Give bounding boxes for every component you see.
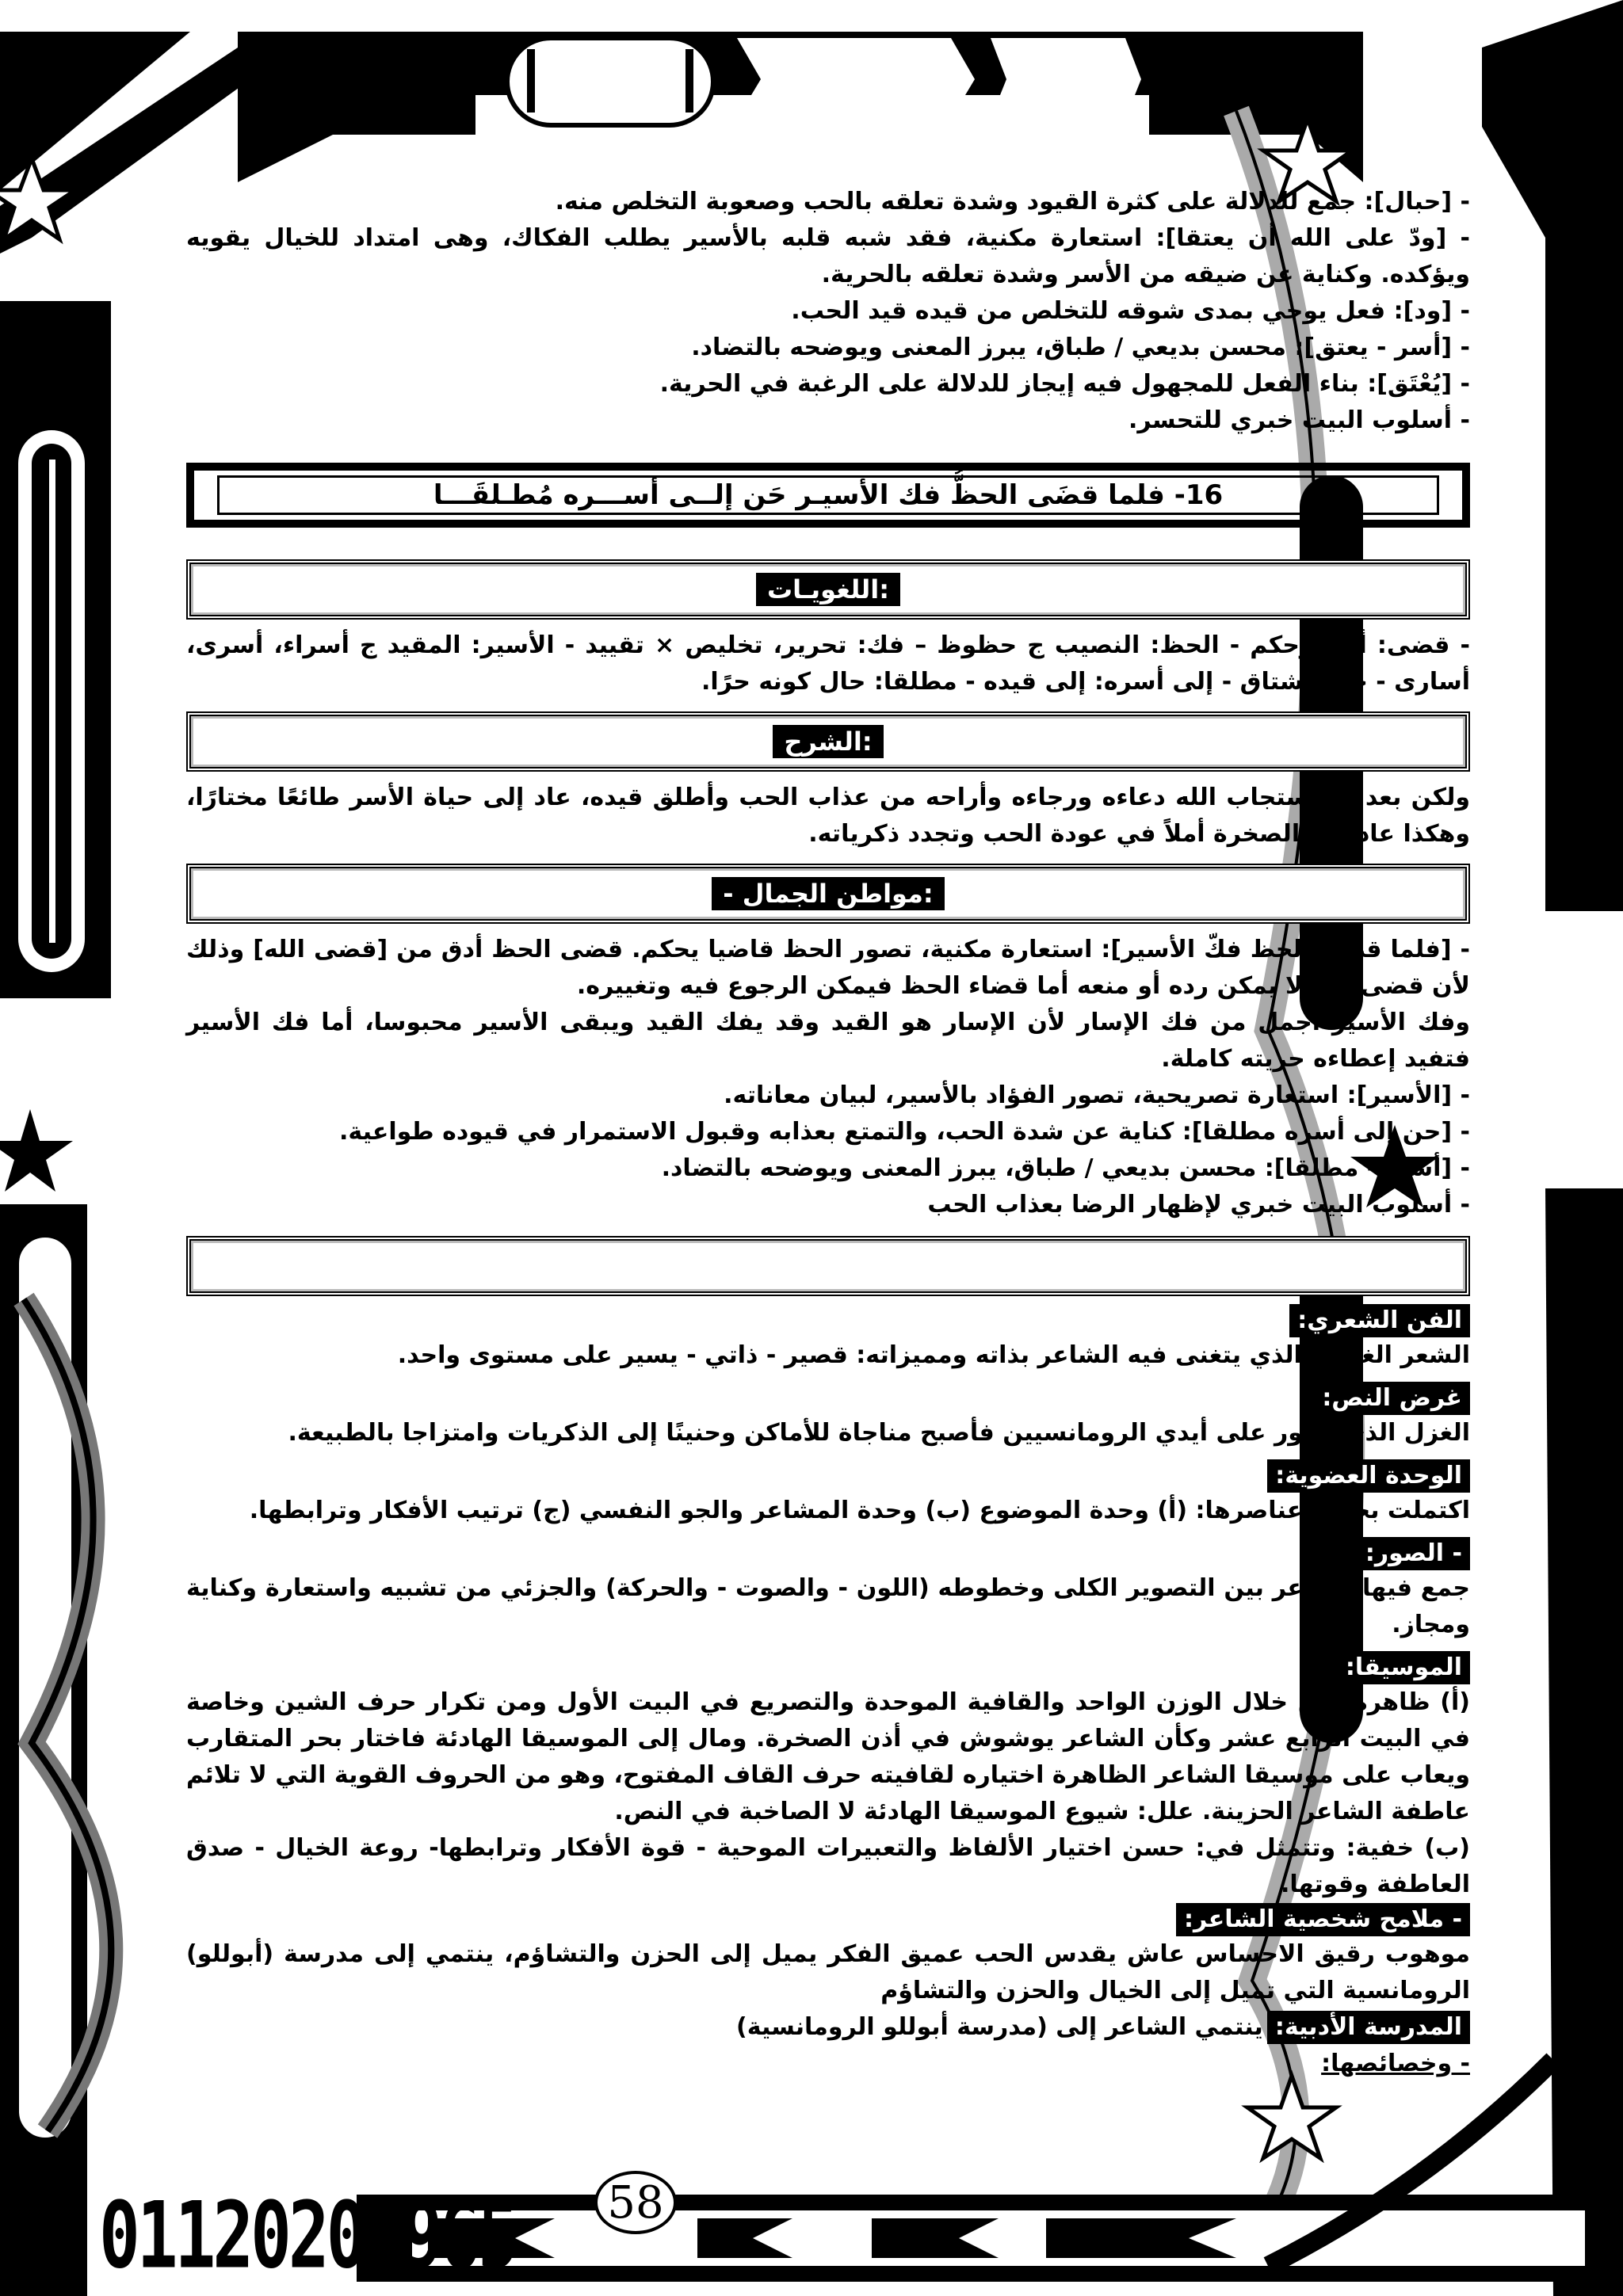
feature-last-line: - وخصائصها:: [1321, 2050, 1470, 2077]
general-features: [186, 1304, 1470, 2082]
section-header-vocabulary: [186, 559, 1470, 620]
vocab-line: - قضى: أراد وحكم - الحظ: النصيب ج حظوظ – فك: تحرير، تخليص × تقييد - الأسير: المقيد ج أسراء، أسرى، أسارى - حن: اشتاق - إلى أسره: إلى قيده - مطلقا: حال كونه حرًا.: [186, 631, 1470, 696]
page-content: [186, 184, 1470, 2082]
feature-inline: ينتمي الشاعر إلى (مدرسة أبوللو الرومانسية): [736, 2013, 1263, 2041]
verse-inner: [217, 475, 1439, 515]
explain-line: ولكن بعد أن استجاب الله دعاءه ورجاءه وأراحه من عذاب الحب وأطلق قيده، عاد إلى حياة الأسر طائعًا مختارًا، وهكذا عاد إلى الصخرة أملاً في عودة الحب وتجدد ذكرياته.: [186, 784, 1470, 848]
section-title: :اللغويـات: [756, 573, 900, 606]
page-number: 58: [594, 2171, 677, 2234]
beauty-line: - [فلما قضى الحظ فكّ الأسير]: استعارة مكنية، تصور الحظ قاضيا يحكم. قضى الحظ أدق من [قضى الله] وذلك لأن قضى الله لا يمكن رده أو منعه أما قضاء الحظ فيمكن الرجوع فيه وتغييره.: [186, 936, 1470, 1000]
section-header-empty: [186, 1236, 1470, 1296]
feature-line: جمع فيها الشاعر بين التصوير الكلى وخطوطه (اللون - والصوت - والحركة) والجزئي من تشبيه واستعارة وكناية ومجاز.: [186, 1574, 1470, 1638]
section-title: :مواطن الجمال -: [712, 877, 944, 910]
feature-label: المدرسة الأدبية:: [1267, 2011, 1470, 2044]
feature-line: الغزل الذي تطور على أيدي الرومانسيين فأصبح مناجاة للأماكن وحنينًا إلى الذكريات وامتزاجا بالطبيعة.: [288, 1419, 1470, 1447]
feature-line: موهوب رقيق الاحساس عاش يقدس الحب عميق الفكر يميل إلى الحزن والتشاؤم، ينتمي إلى مدرسة (أبوللو) الرومانسية التي تميل إلى الخيال والحزن والتشاؤم: [186, 1940, 1470, 2004]
section-header-beauty: [186, 864, 1470, 924]
beauty-line: - [حن إلى أسره مطلقا]: كناية عن شدة الحب، والتمتع بعذابه وقبول الاستمرار في قيوده طواعية.: [339, 1118, 1470, 1146]
feature-label: الموسيقا:: [1338, 1651, 1470, 1684]
top-notes: [186, 184, 1470, 439]
feature-line: (ب) خفية: وتتمثل في: حسن اختيار الألفاظ والتعبيرات الموحية - قوة الأفكار وترابطها- روعة الخيال - صدق العاطفة وقوتها.: [186, 1834, 1470, 1898]
note-line: - [حبال]: جمع للدلالة على كثرة القيود وشدة تعلقه بالحب وصعوبة التخلص منه.: [555, 188, 1470, 215]
verse-number: 16-: [1174, 479, 1224, 511]
note-line: - [ودّ على الله أن يعتقا]: استعارة مكنية، فقد شبه قلبه بالأسير يطلب الفكاك، وهى امتداد للخيال يقويه ويؤكده. وكناية عن ضيقه من الأسر وشدة تعلقه بالحرية.: [186, 224, 1470, 288]
verse-text: فلما قضَى الحظُّ فك الأسيـر حَن إلــى أســـره مُطـلقَـــا: [433, 479, 1165, 511]
feature-label: - ملامح شخصية الشاعر:: [1176, 1903, 1470, 1936]
verse-box: [186, 463, 1470, 528]
note-line: - [أسر - يعتق]: محسن بديعي / طباق، يبرز المعنى ويوضحه بالتضاد.: [691, 334, 1470, 361]
beauty-line: - [الأسير]: استعارة تصريحية، تصور الفؤاد بالأسير، لبيان معاناته.: [724, 1081, 1470, 1109]
section-title: :الشرح: [773, 725, 883, 758]
beauty-line: وفك الأسير أجمل من فك الإسار لأن الإسار هو القيد وقد يفك القيد ويبقى الأسير محبوسا، أما فك الأسير فتفيد إعطاءه حريته كاملة.: [186, 1009, 1470, 1073]
note-line: - [ود]: فعل يوحي بمدى شوقه للتخلص من قيده قيد الحب.: [791, 297, 1470, 325]
feature-label: - الصور:: [1358, 1537, 1470, 1570]
feature-line: الشعر الغنائي الذي يتغنى فيه الشاعر بذاته ومميزاته: قصير - ذاتي - يسير على مستوى واحد.: [397, 1341, 1470, 1369]
feature-line: (أ) ظاهرة: من خلال الوزن الواحد والقافية الموحدة والتصريع في البيت الأول ومن تكرار حرف الشين وخاصة في البيت الرابع عشر وكأن الشاعر يوشوش في أذن الصخرة. ومال إلى الموسيقا الهادئة فاختار بحر المتقارب ويعاب على موسيقا الشاعر الظاهرة اختياره لقافيته حرف القاف المفتوح، وهو من الحروف القوية التي لا تلائم عاطفة الشاعر الحزينة. علل: شيوع الموسيقا الهادئة لا الصاخبة في النص.: [186, 1688, 1470, 1825]
phone-number: 01120207965: [99, 2183, 516, 2290]
beauty-line: - أسلوب البيت خبري لإظهار الرضا بعذاب الحب: [927, 1191, 1470, 1219]
feature-label: الوحدة العضوية:: [1267, 1459, 1470, 1493]
note-line: - [يُعْتَق]: بناء الفعل للمجهول فيه إيجاز للدلالة على الرغبة في الحرية.: [659, 370, 1470, 398]
feature-line: اكتملت بجميع عناصرها: (أ) وحدة الموضوع (ب) وحدة المشاعر والجو النفسي (ج) ترتيب الأفكار وترابطها.: [249, 1497, 1470, 1524]
note-line: - أسلوب البيت خبري للتحسر.: [1128, 406, 1470, 434]
feature-label: غرض النص:: [1314, 1382, 1470, 1415]
section-header-explanation: [186, 711, 1470, 772]
beauty-line: - [أسير - مطلقا]: محسن بديعي / طباق، يبرز المعنى ويوضحه بالتضاد.: [661, 1154, 1470, 1182]
feature-label: الفن الشعري:: [1289, 1304, 1470, 1337]
